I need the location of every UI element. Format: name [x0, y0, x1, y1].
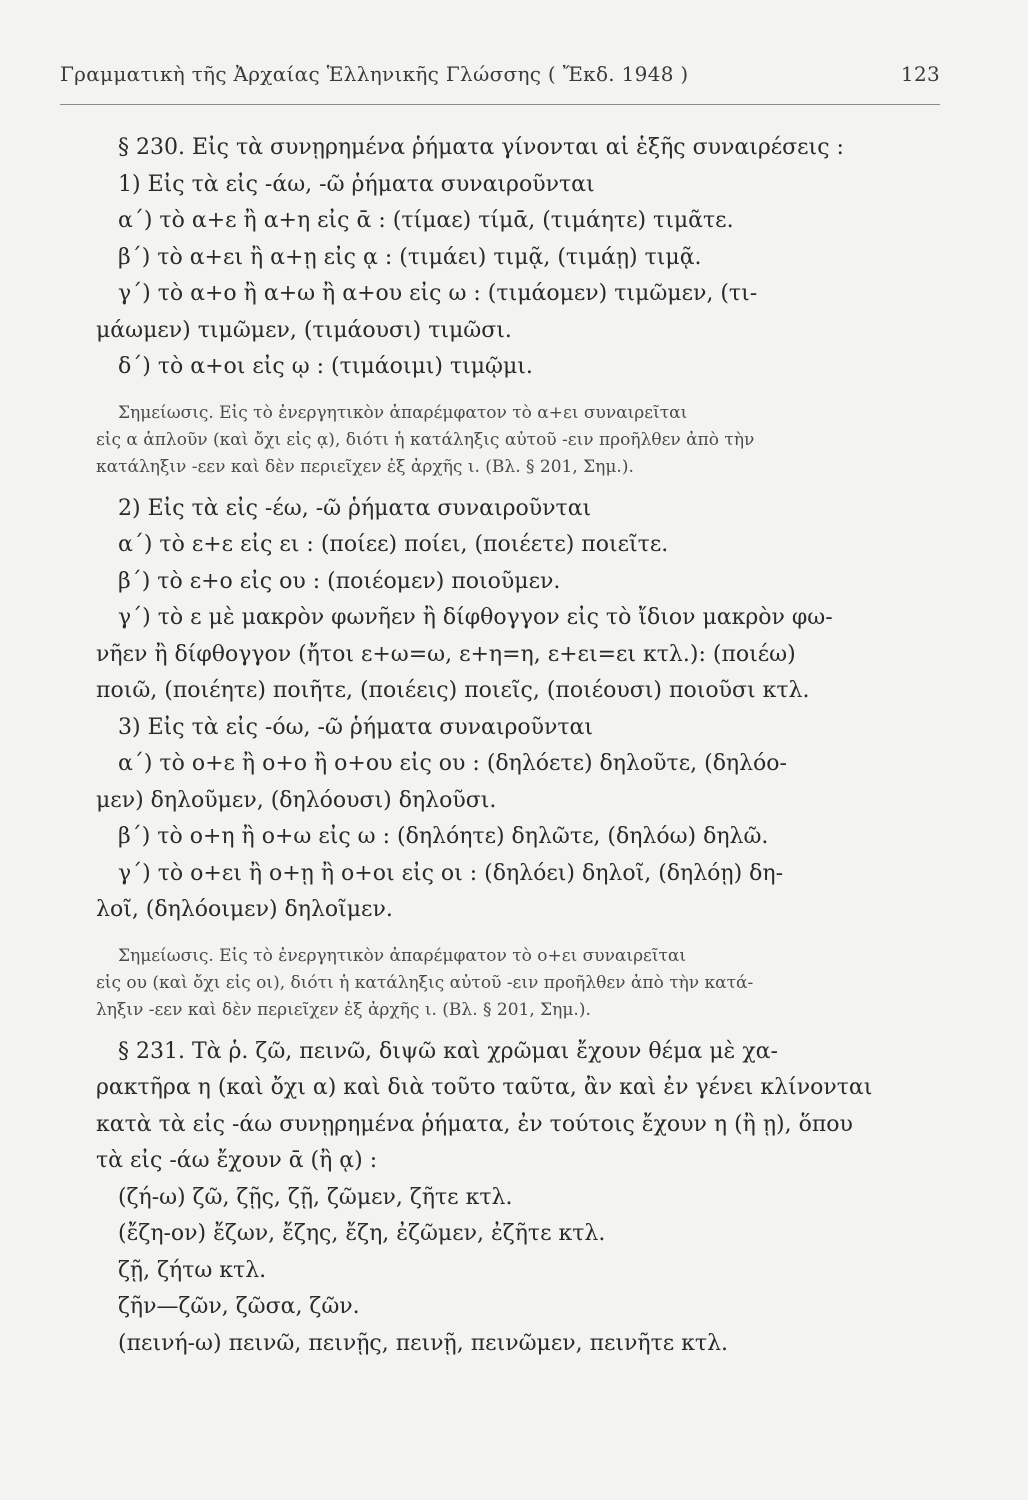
- section-231-text: ρακτῆρα η (καὶ ὄχι α) καὶ διὰ τοῦτο ταῦτα, ἂν καὶ ἐν γένει κλίνονται: [96, 1075, 873, 1100]
- rule-2-heading: 2) Εἰς τὰ εἰς -έω, -ῶ ῥήματα συναιροῦνται: [118, 495, 592, 521]
- rule-2b: β΄) τὸ ε+ο εἰς ου : (ποιέομεν) ποιοῦμεν.: [118, 568, 561, 594]
- note-1-line: Σημείωσις. Εἰς τὸ ἐνεργητικὸν ἀπαρέμφατον τὸ α+ει συναιρεῖται: [118, 402, 688, 423]
- rule-2c-cont: ποιῶ, (ποιέητε) ποιῆτε, (ποιέεις) ποιεῖς, (ποιέουσι) ποιοῦσι κτλ.: [96, 678, 810, 703]
- page-number: 123: [900, 62, 940, 86]
- header-title: Γραμματικὴ τῆς Ἀρχαίας Ἑλληνικῆς Γλώσσης ( Ἔκδ. 1948 ): [60, 62, 689, 86]
- rule-3b: β΄) τὸ ο+η ἢ ο+ω εἰς ω : (δηλόητε) δηλῶτε, (δηλόω) δηλῶ.: [118, 824, 769, 849]
- section-230-heading: § 230. Εἰς τὰ συνῃρημένα ῥήματα γίνονται αἱ ἑξῆς συναιρέσεις :: [118, 135, 844, 160]
- rule-3c-cont: λοῖ, (δηλόοιμεν) δηλοῖμεν.: [96, 897, 393, 922]
- example-line: (ζή-ω) ζῶ, ζῇς, ζῇ, ζῶμεν, ζῆτε κτλ.: [118, 1184, 513, 1210]
- section-231-text: κατὰ τὰ εἰς -άω συνῃρημένα ῥήματα, ἐν τούτοις ἔχουν η (ἢ ῃ), ὅπου: [96, 1111, 853, 1137]
- note-1-line: κατάληξιν -εεν καὶ δὲν περιεῖχεν ἐξ ἀρχῆς ι. (Βλ. § 201, Σημ.).: [96, 456, 634, 477]
- note-1: [96, 400, 936, 481]
- rule-2c-cont: νῆεν ἢ δίφθογγον (ἤτοι ε+ω=ω, ε+η=η, ε+ει=ει κτλ.): (ποιέω): [96, 641, 796, 667]
- note-2-line: ληξιν -εεν καὶ δὲν περιεῖχεν ἐξ ἀρχῆς ι. (Βλ. § 201, Σημ.).: [96, 999, 591, 1020]
- note-2-line: εἰς ου (καὶ ὄχι εἰς οι), διότι ἡ κατάληξις αὐτοῦ -ειν προῆλθεν ἀπὸ τὴν κατά-: [96, 972, 754, 993]
- note-2-line: Σημείωσις. Εἰς τὸ ἐνεργητικὸν ἀπαρέμφατον τὸ ο+ει συναιρεῖται: [118, 945, 687, 966]
- section-231-heading: § 231. Τὰ ῥ. ζῶ, πεινῶ, διψῶ καὶ χρῶμαι ἔχουν θέμα μὲ χα-: [118, 1038, 778, 1064]
- rule-1-heading: 1) Εἰς τὰ εἰς -άω, -ῶ ῥήματα συναιροῦνται: [118, 171, 595, 197]
- rule-2a: α΄) τὸ ε+ε εἰς ει : (ποίεε) ποίει, (ποιέετε) ποιεῖτε.: [118, 532, 669, 557]
- rule-1c: γ΄) τὸ α+ο ἢ α+ω ἢ α+ου εἰς ω : (τιμάομεν) τιμῶμεν, (τι-: [118, 281, 758, 306]
- rule-3a-cont: μεν) δηλοῦμεν, (δηλόουσι) δηλοῦσι.: [96, 787, 497, 813]
- rule-3-heading: 3) Εἰς τὰ εἰς -όω, -ῶ ῥήματα συναιροῦνται: [118, 714, 594, 740]
- header-rule: [60, 104, 940, 105]
- page-body: [96, 130, 936, 1362]
- example-line: (πεινή-ω) πεινῶ, πεινῇς, πεινῇ, πεινῶμεν, πεινῆτε κτλ.: [118, 1330, 729, 1356]
- rule-2c: γ΄) τὸ ε μὲ μακρὸν φωνῆεν ἢ δίφθογγον εἰς τὸ ἴδιον μακρὸν φω-: [118, 605, 833, 630]
- example-line: ζῇ, ζήτω κτλ.: [118, 1257, 267, 1283]
- example-line: (ἔζη-ον) ἔζων, ἔζης, ἔζη, ἐζῶμεν, ἐζῆτε κτλ.: [118, 1221, 606, 1246]
- rule-3c: γ΄) τὸ ο+ει ἢ ο+ῃ ἢ ο+οι εἰς οι : (δηλόει) δηλοῖ, (δηλόῃ) δη-: [118, 860, 784, 886]
- section-231-text: τὰ εἰς -άω ἔχουν ᾱ (ἢ ᾳ) :: [96, 1148, 378, 1173]
- note-2: [96, 943, 936, 1024]
- running-header: [60, 62, 940, 86]
- rule-1d: δ΄) τὸ α+οι εἰς ῳ : (τιμάοιμι) τιμῷμι.: [118, 354, 533, 379]
- rule-3a: α΄) τὸ ο+ε ἢ ο+ο ἢ ο+ου εἰς ου : (δηλόετε) δηλοῦτε, (δηλόο-: [118, 751, 787, 776]
- note-1-line: εἰς α ἁπλοῦν (καὶ ὄχι εἰς ᾳ), διότι ἡ κατάληξις αὐτοῦ -ειν προῆλθεν ἀπὸ τὴν: [96, 429, 755, 450]
- example-line: ζῆν—ζῶν, ζῶσα, ζῶν.: [118, 1294, 360, 1319]
- rule-1b: β΄) τὸ α+ει ἢ α+ῃ εἰς ᾳ : (τιμάει) τιμᾷ, (τιμάῃ) τιμᾷ.: [118, 244, 702, 270]
- rule-1c-cont: μάωμεν) τιμῶμεν, (τιμάουσι) τιμῶσι.: [96, 317, 512, 343]
- rule-1a: α΄) τὸ α+ε ἢ α+η εἰς ᾱ : (τίμαε) τίμᾱ, (τιμάητε) τιμᾶτε.: [118, 208, 734, 233]
